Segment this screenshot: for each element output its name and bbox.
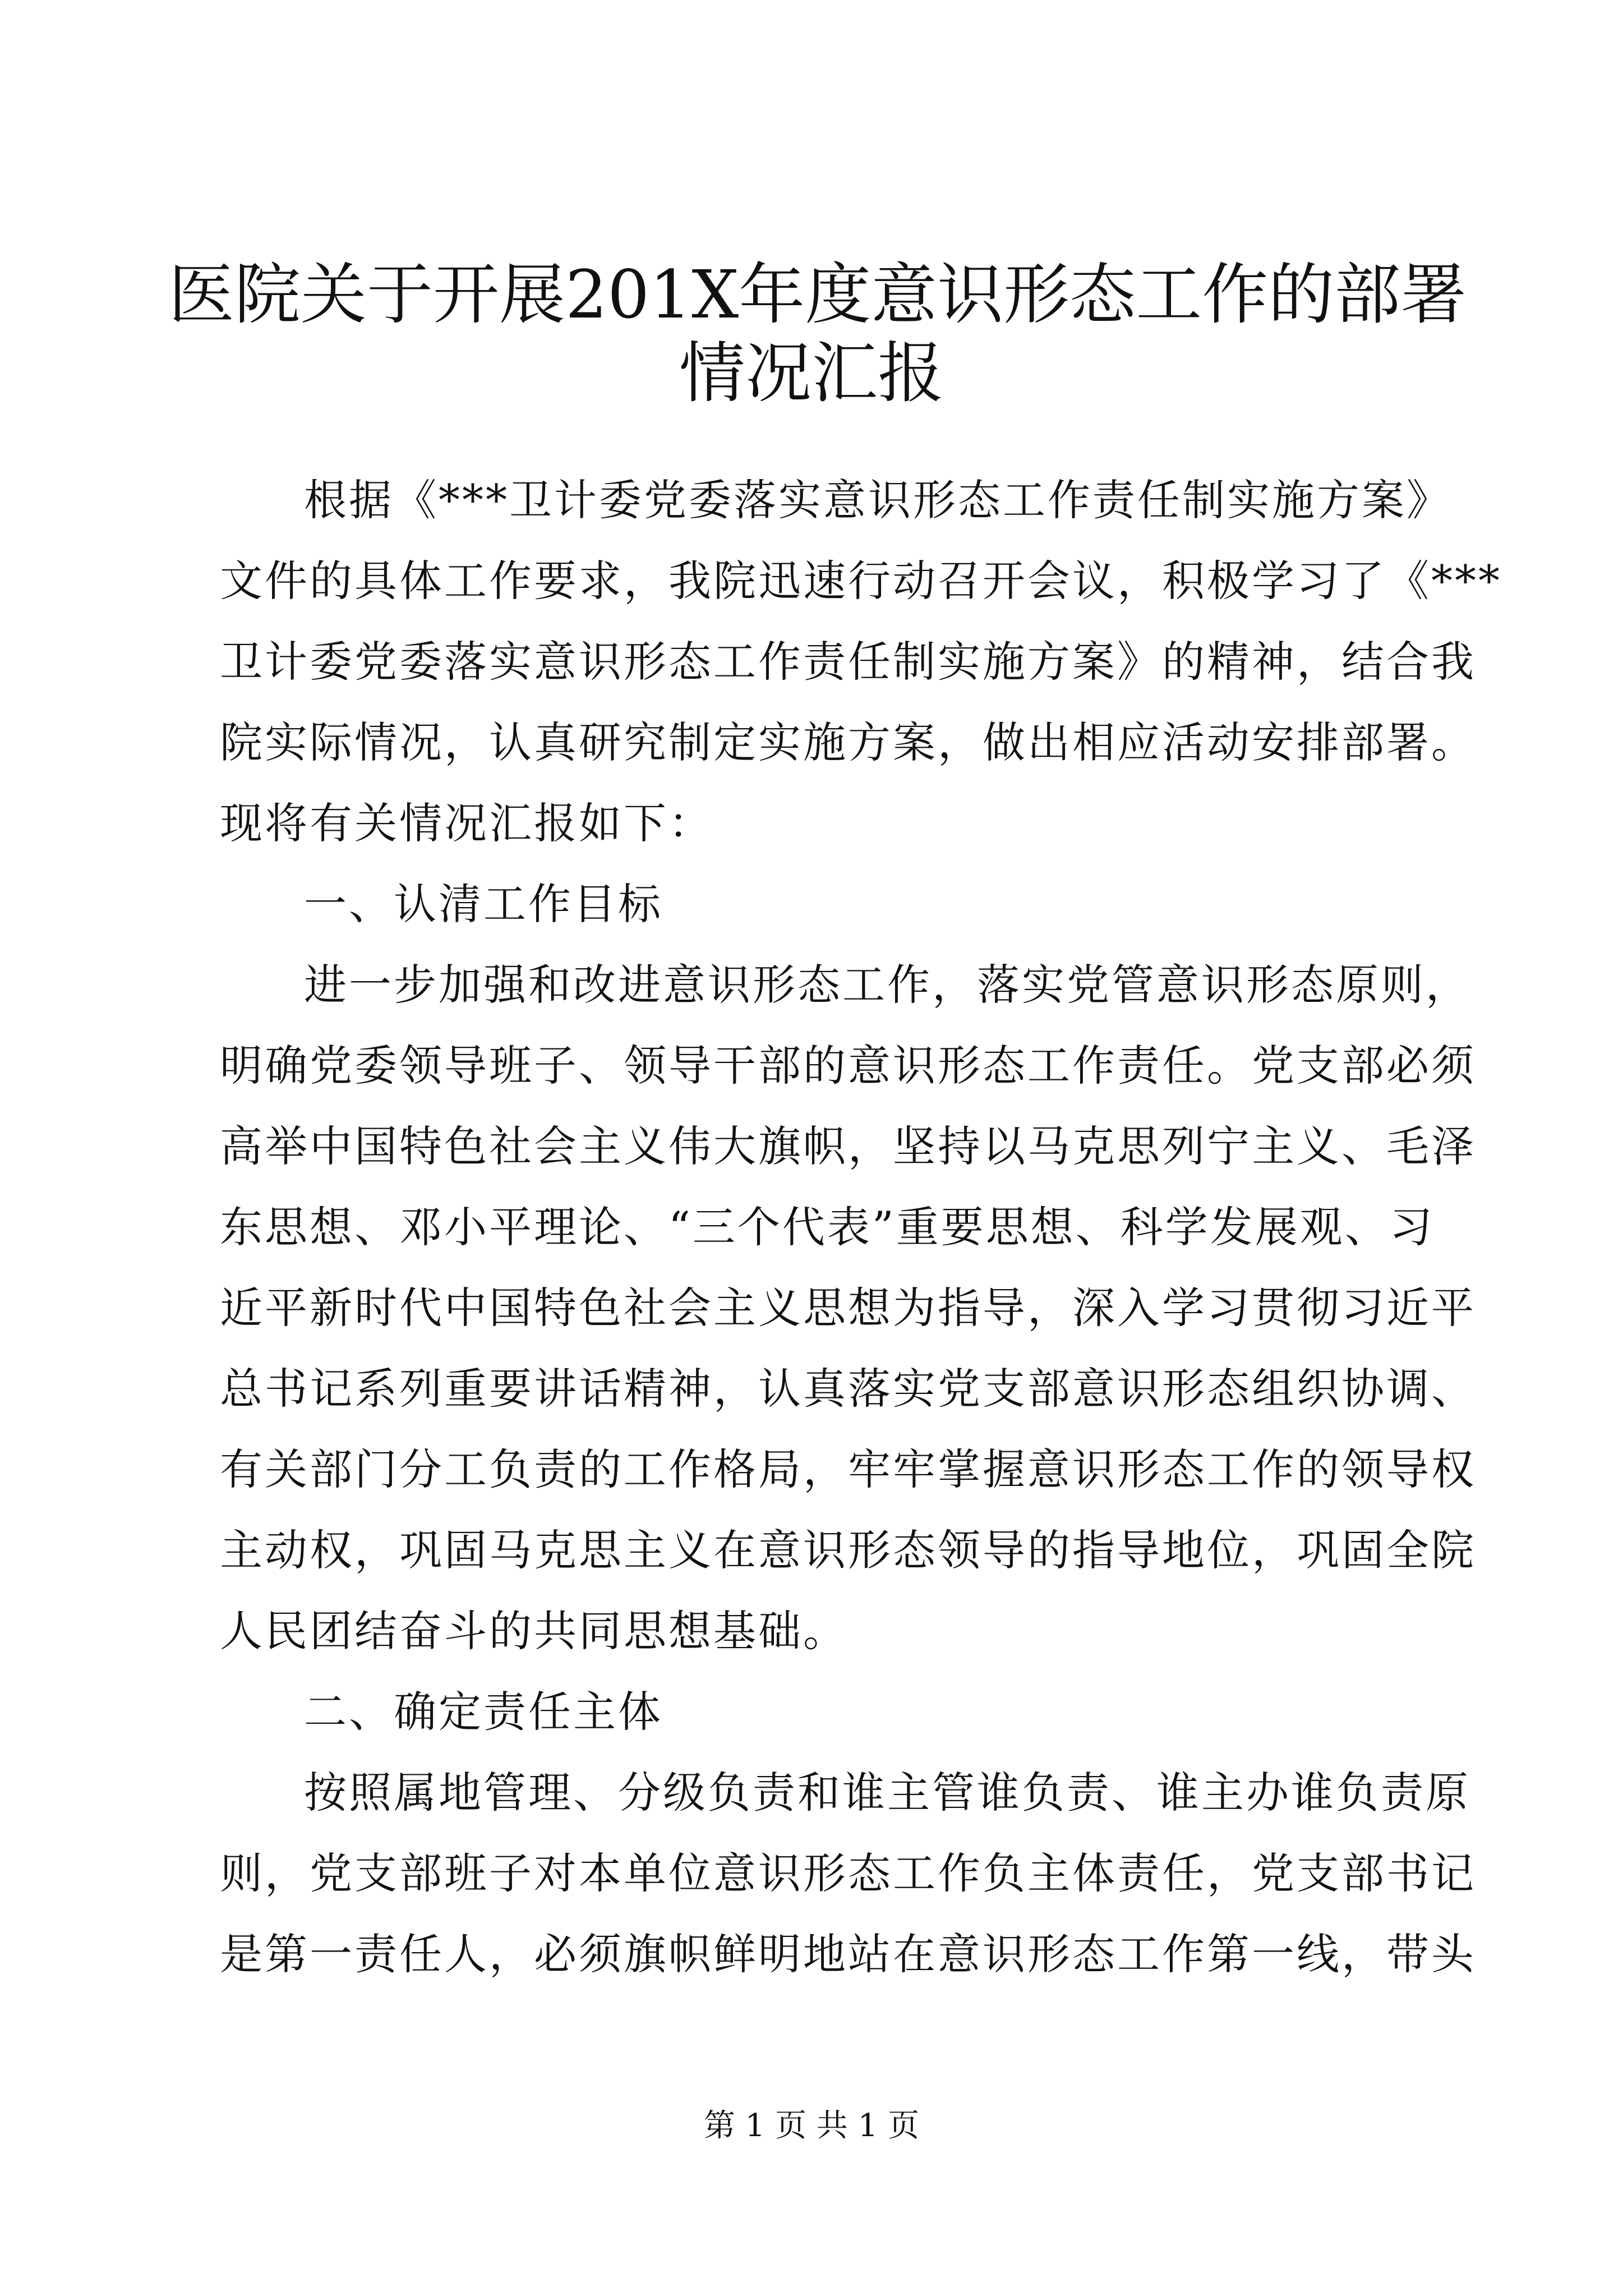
paragraph-line: 人民团结奋斗的共同思想基础。 [220, 1606, 848, 1656]
paragraph-line: 东思想、邓小平理论、“三个代表”重要思想、科学发展观、习 [220, 1202, 1435, 1252]
section-heading: 二、确定责任主体 [304, 1687, 663, 1737]
paragraph-line: 现将有关情况汇报如下： [220, 798, 713, 848]
paragraph-line: 按照属地管理、分级负责和谁主管谁负责、谁主办谁负责原 [304, 1768, 1470, 1818]
paragraph-line: 则，党支部班子对本单位意识形态工作负主体责任，党支部书记 [220, 1848, 1476, 1898]
document-title-line-1: 医院关于开展201X年度意识形态工作的部署 [168, 256, 1467, 333]
paragraph-line: 进一步加强和改进意识形态工作，落实党管意识形态原则， [304, 960, 1470, 1010]
page-footer: 第 1 页 共 1 页 [703, 2108, 920, 2144]
paragraph-line: 高举中国特色社会主义伟大旗帜，坚持以马克思列宁主义、毛泽 [220, 1121, 1476, 1171]
paragraph-line: 总书记系列重要讲话精神，认真落实党支部意识形态组织协调、 [220, 1364, 1476, 1414]
section-heading: 一、认清工作目标 [304, 879, 663, 929]
paragraph-line: 是第一责任人，必须旗帜鲜明地站在意识形态工作第一线，带头 [220, 1929, 1476, 1979]
paragraph-line: 近平新时代中国特色社会主义思想为指导，深入学习贯彻习近平 [220, 1283, 1476, 1333]
paragraph-line: 院实际情况，认真研究制定实施方案，做出相应活动安排部署。 [220, 717, 1476, 767]
document-title-line-2: 情况汇报 [679, 334, 944, 412]
paragraph-line: 主动权，巩固马克思主义在意识形态领导的指导地位，巩固全院 [220, 1525, 1476, 1575]
document-body [220, 460, 1502, 1995]
paragraph-line: 卫计委党委落实意识形态工作责任制实施方案》的精神，结合我 [220, 637, 1476, 687]
paragraph-line: 文件的具体工作要求，我院迅速行动召开会议，积极学习了《*** [220, 556, 1502, 606]
paragraph-line: 根据《***卫计委党委落实意识形态工作责任制实施方案》 [304, 475, 1451, 525]
paragraph-line: 明确党委领导班子、领导干部的意识形态工作责任。党支部必须 [220, 1041, 1476, 1091]
paragraph-line: 有关部门分工负责的工作格局，牢牢掌握意识形态工作的领导权 [220, 1444, 1476, 1494]
